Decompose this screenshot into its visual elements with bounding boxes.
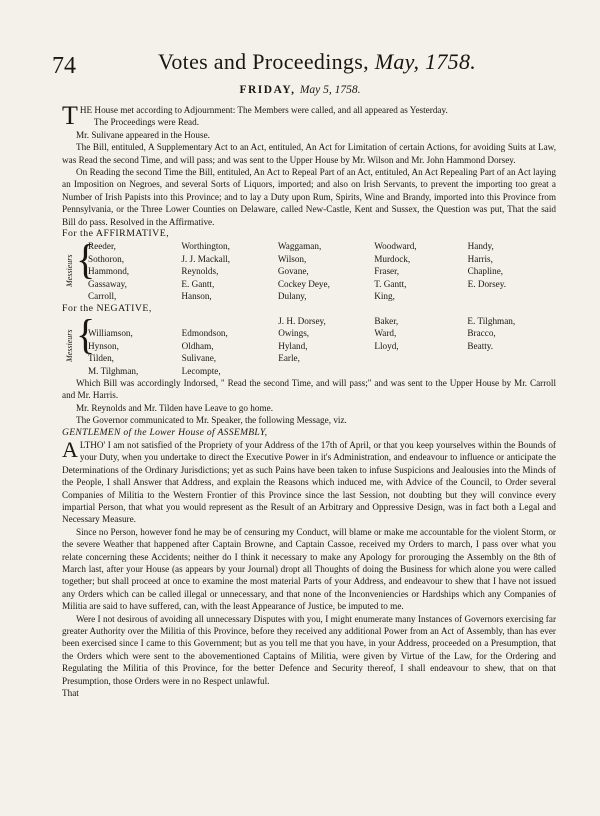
running-head-title: Votes and Proceedings,: [158, 49, 369, 74]
body-text: [62, 101, 556, 700]
affirmative-heading: For the AFFIRMATIVE,: [62, 228, 170, 240]
member-name: Murdock,: [374, 253, 411, 264]
paragraph-4: The Bill, entituled, A Supplementary Act to an Act, entituled, An Act for Limitation of certain Actions, for avoiding Suits at Law, was Read the second Time, and will pass; and was sent to the Upper House by Mr. Wilson and Mr. John Hammond Dorsey.: [62, 142, 556, 165]
catchword: That: [62, 688, 79, 699]
member-name: Fraser,: [374, 266, 400, 277]
paragraph-2: The Proceedings were Read.: [93, 117, 199, 128]
vote-row: [88, 340, 556, 352]
vote-row: [88, 365, 556, 377]
paragraph-5: On Reading the second Time the Bill, entituled, An Act to Repeal Part of an Act, entituled, An Act Repealing Part of an Act laying an Imposition on Negroes, and several Sorts of Liquors, imported; and also on Irish Servants, to prevent the importing too great a Number of Irish Papists into this Province; and to lay a Duty upon Rum, Spirits, Wine and Brandy, imported into this Province from Pennsylvania, or the Three Lower Counties on Delaware, called New-Castle, Kent and Sussex, the Question was put, That the said Bill do pass. Resolved in the Affirmative.: [62, 167, 556, 227]
member-name: Williamson,: [88, 328, 133, 339]
member-name: Wilson,: [277, 253, 307, 264]
member-name: [182, 315, 279, 327]
member-name: Earle,: [278, 353, 300, 364]
affirmative-brace: {: [76, 236, 96, 284]
negative-brace: {: [76, 310, 96, 359]
message-paragraph-2: Since no Person, however fond he may be of censuring my Conduct, will blame or make me accountable for the violent Storm, or the severe Weather that happened after Captain Browne, and Captain Cassoe, received my Orders to march, I pass over what you relate concerning these Accidents; neither do I think it necessary to make any Apology for prorouging the Assembly on the 8th of March last, after your House (as appears by your Journal) dropt all Thoughts of doing the Business for which alone you were called together; but shall proceed at once to examine the most material Parts of your Address, and endeavour to shew that I have not issued any Orders which can be called illegal or unnecessary, and that none of the Inconveniencies or Hardships which any Companies of Militia are said to have suffered, can, with the least Appearance of Justice, be imputed to me.: [62, 526, 556, 612]
member-name: Hynson,: [88, 340, 119, 351]
member-name: Lloyd,: [374, 340, 399, 351]
member-name: Sothoron,: [88, 253, 124, 264]
member-name: [467, 352, 556, 364]
member-name: Govane,: [277, 266, 309, 277]
member-name: Worthington,: [181, 241, 230, 252]
member-name: Lecompte,: [181, 365, 221, 376]
date-date: May 5, 1758.: [299, 84, 361, 96]
member-name: Baker,: [374, 315, 399, 326]
member-name: [467, 365, 556, 377]
vote-row: [88, 315, 556, 327]
member-name: Chapline,: [467, 266, 504, 277]
member-name: Tilden,: [88, 353, 114, 364]
date-line: [0, 84, 600, 96]
vote-row: [88, 240, 556, 252]
member-name: Ward,: [374, 328, 397, 339]
message-initial: A: [62, 436, 78, 462]
member-name: M. Tilghman,: [88, 365, 139, 376]
member-name: Hyland,: [278, 340, 308, 351]
member-name: King,: [374, 291, 395, 302]
member-name: E. Dorsey.: [467, 278, 507, 289]
vote-row: [88, 352, 556, 364]
member-name: Reeder,: [88, 241, 116, 252]
member-name: [468, 290, 556, 302]
member-name: [374, 365, 467, 377]
member-name: Woodward,: [374, 241, 417, 252]
member-name: Waggaman,: [277, 241, 322, 252]
member-name: Owings,: [278, 328, 310, 339]
member-name: Hammond,: [88, 266, 130, 277]
negative-table: [88, 315, 556, 377]
negative-side-label: Messieurs: [65, 329, 74, 363]
member-name: Hanson,: [181, 291, 212, 302]
paragraph-8: The Governor communicated to Mr. Speaker, the following Message, viz.: [76, 415, 347, 426]
message-paragraph-3: Were I not desirous of avoiding all unnecessary Disputes with you, I might enumerate many Instances of Governors exercising far greater Authority over the Militia of this Province, before they received any additional Power from an Act of Assembly, than has ever been exercised since I came to this Government; but as you tell me that you have, in your Address, proceeded on a Presumption, that the Orders which were sent to the abovementioned Captains of Militia, were given by Virtue of the Law, for the Ordering and Regulating the Militia of this Province, for the better Defence and Security thereof, I shall endeavour to shew, that on that Presumption, those Orders were in no Respect unlawful.: [62, 613, 556, 686]
member-name: J. H. Dorsey,: [278, 315, 326, 326]
message-heading: GENTLEMEN of the Lower House of ASSEMBLY,: [62, 426, 268, 438]
vote-row: [88, 327, 556, 339]
affirmative-table: [88, 240, 556, 302]
vote-row: [88, 290, 556, 302]
running-head: [158, 49, 476, 75]
member-name: T. Gantt,: [374, 278, 407, 289]
vote-row: [88, 265, 556, 277]
date-day: FRIDAY,: [239, 84, 296, 96]
affirmative-side-label: Messieurs: [65, 255, 74, 288]
page-number: 74: [52, 53, 76, 79]
vote-row: [88, 253, 556, 265]
member-name: Reynolds,: [181, 266, 219, 277]
negative-votes: [65, 310, 556, 377]
paragraph-6: Which Bill was accordingly Indorsed, " Read the second Time, and will pass;" and was sent to the Upper House by Mr. Carroll and Mr. Harris.: [62, 377, 556, 401]
member-name: E. Tilghman,: [467, 315, 516, 326]
member-name: Edmondson,: [181, 328, 228, 339]
member-name: J. J. Mackall,: [181, 253, 231, 264]
affirmative-votes: [65, 236, 556, 302]
member-name: Beatty.: [467, 340, 494, 351]
member-name: Oldham,: [181, 340, 214, 351]
member-name: Cockey Deye,: [277, 278, 330, 289]
running-head-date: May, 1758.: [374, 49, 477, 74]
paragraph-7: Mr. Reynolds and Mr. Tilden have Leave to go home.: [76, 402, 273, 413]
member-name: [278, 365, 374, 377]
message-paragraph-1: [62, 436, 556, 526]
member-name: [88, 315, 182, 327]
member-name: Sulivane,: [181, 353, 217, 364]
member-name: Handy,: [467, 241, 494, 252]
member-name: [374, 352, 467, 364]
vote-row: [88, 278, 556, 290]
message-paragraph-1-text: LTHO' I am not satisfied of the Propriety of your Address of the 17th of April, or that you keep yourselves within the Bounds of your Duty, when you undertake to direct the Executive Power in it's Administration, and endeavour to influence or anticipate the Determinations of the Ordinary Jurisdictions; yet as such Pains have been taken to infuse Suspicions and Jealousies into the Minds of the People, I shall Answer that Address, and explain the Reasons which induced me, with Advice of the Council, to Order several Companies of Militia to the Western Frontier of this Province since the last Session, not doubting but they will convince every impartial Person, that what you would represent as the Result of an Arbitrary and Oppressive Design, was in fact both a Legal and Necessary Measure.: [62, 439, 556, 525]
paragraph-1-text: HE House met according to Adjournment: The Members were called, and all appeared as Yesterday.: [79, 105, 448, 115]
member-name: Bracco,: [467, 328, 496, 339]
member-name: Harris,: [467, 253, 493, 264]
paragraph-3: Mr. Sulivane appeared in the House.: [76, 129, 210, 140]
drop-cap: T: [62, 101, 78, 130]
member-name: Gassaway,: [88, 278, 127, 289]
member-name: E. Gantt,: [181, 278, 215, 289]
negative-heading: For the NEGATIVE,: [62, 302, 152, 314]
member-name: Dulany,: [277, 291, 307, 302]
member-name: Carroll,: [88, 291, 117, 302]
